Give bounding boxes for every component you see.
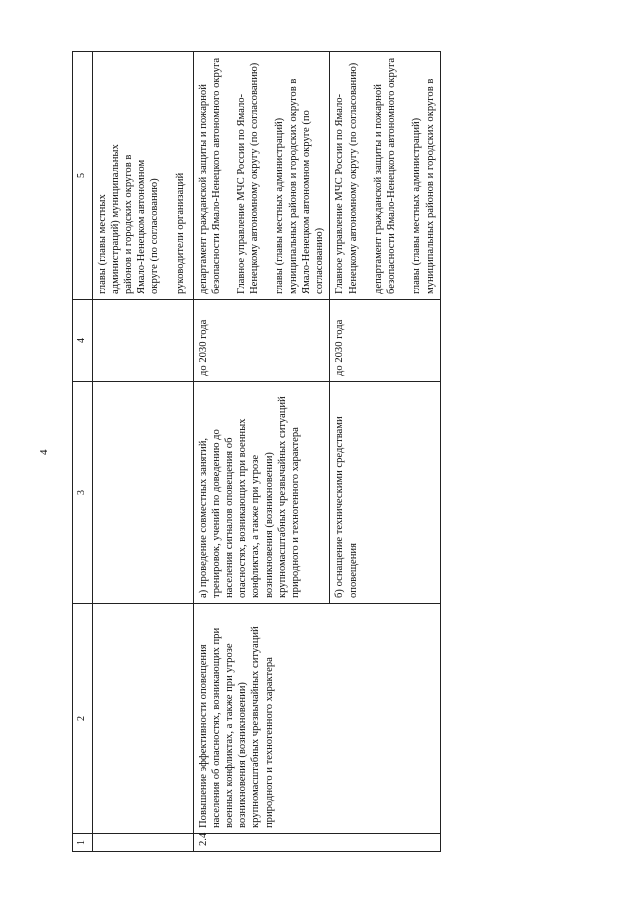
executor: департамент гражданской защиты и пожарной безопасности Ямало-Ненецкого автономного округа	[372, 57, 398, 294]
executor-line: округе (по согласованию)	[149, 178, 161, 294]
page-number: 4	[38, 449, 50, 455]
executor-line: главы (главы местных	[96, 194, 108, 294]
executor-line: Ямало-Ненецком автономном	[136, 159, 148, 294]
executors-b	[330, 52, 440, 300]
executor-line: администраций) муниципальных	[109, 144, 121, 294]
executor: главы (главы местных администраций) муниципальных районов и городских округов в Ямало-Ненецком автономном округе (по согласованию)	[274, 78, 326, 294]
header-cell: 4	[73, 300, 93, 382]
sub-measure-b: б) оснащение техническими средствами оповещения	[330, 382, 440, 604]
header-row	[73, 52, 93, 852]
deadline-a: до 2030 года	[193, 300, 330, 382]
rotated-table-sheet	[72, 52, 590, 852]
header-cell: 5	[73, 52, 93, 300]
deadline-b: до 2030 года	[330, 300, 440, 382]
header-cell: 2	[73, 604, 93, 834]
continued-executors-cell	[92, 52, 193, 300]
executor: Главное управление МЧС России по Ямало-Ненецкому автономному округу (по согласованию)	[334, 62, 359, 294]
executors-a	[193, 52, 330, 300]
header-cell: 1	[73, 834, 93, 852]
table-row	[193, 52, 330, 852]
executor: главы (главы местных администраций) муниципальных районов и городских округов в	[411, 78, 436, 294]
sub-measure-a: а) проведение совместных занятий, тренировок, учений по доведению до населения сигналов оповещения об опасностях, возникающих при военных конфликтах, а также при угрозе возникновения (возникновении) крупномасштабных чрезвычайных ситуаций природного и техногенного характера	[193, 382, 330, 604]
measures-table	[72, 51, 441, 852]
executor-line: районов и городских округов в	[122, 154, 134, 294]
executor: департамент гражданской защиты и пожарной безопасности Ямало-Ненецкого автономного округа	[197, 57, 222, 294]
executor: Главное управление МЧС России по Ямало-Ненецкому автономному округу (по согласованию)	[235, 62, 261, 294]
row-title: Повышение эффективности оповещения населения об опасностях, возникающих при военных конфликтах, а также при угрозе возникновения (возникновении) крупномасштабных чрезвычайных ситуаций природного и техногенного характера	[193, 604, 440, 834]
executor-line: руководители организаций	[174, 172, 186, 294]
continued-row	[92, 52, 193, 852]
row-number: 2.4	[193, 834, 440, 852]
header-cell: 3	[73, 382, 93, 604]
